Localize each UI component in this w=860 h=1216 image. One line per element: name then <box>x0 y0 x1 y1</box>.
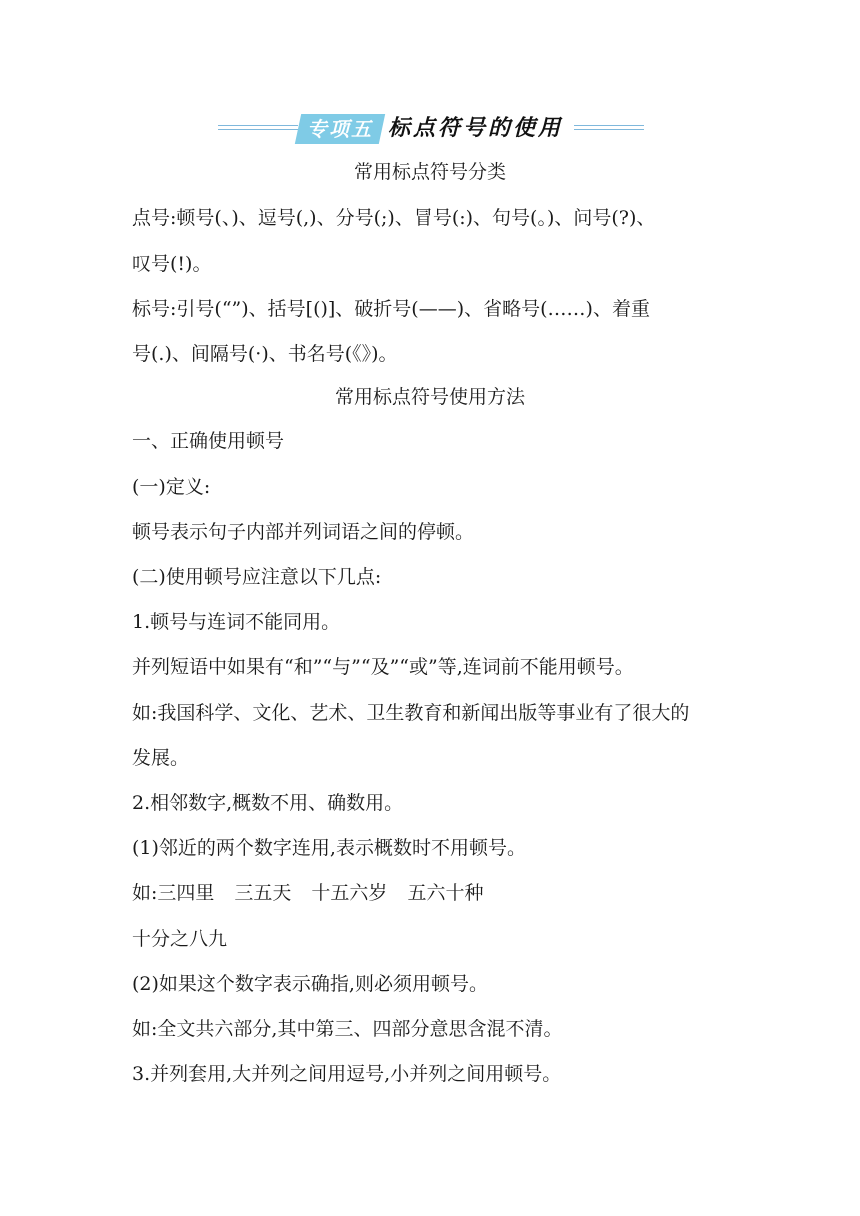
section-header <box>0 108 860 148</box>
point-3: 3.并列套用,大并列之间用逗号,小并列之间用顿号。 <box>132 1063 562 1085</box>
usage-title: 常用标点符号使用方法 <box>334 386 525 408</box>
header-decoration-left <box>218 125 298 131</box>
header-tag: 专项五 <box>307 117 373 141</box>
example-item: 十五六岁 <box>311 882 388 904</box>
biao-hao-line-2: 号(.)、间隔号(·)、书名号(《》)。 <box>132 343 398 365</box>
point-2-1: (1)邻近的两个数字连用,表示概数时不用顿号。 <box>132 837 526 859</box>
header-decoration-right <box>574 125 644 131</box>
subheading-notes: (二)使用顿号应注意以下几点: <box>132 566 382 588</box>
dian-hao-line-1: 点号:顿号(、)、逗号(,)、分号(;)、冒号(:)、句号(。)、问号(?)、 <box>132 207 656 229</box>
example-item: 三五天 <box>234 882 292 904</box>
point-2-2-example: 如:全文共六部分,其中第三、四部分意思含混不清。 <box>132 1018 563 1040</box>
header-title: 标点符号的使用 <box>388 116 564 141</box>
biao-hao-line-1: 标号:引号(“”)、括号[()]、破折号(——)、省略号(……)、着重 <box>132 298 650 320</box>
example-item: 五六十种 <box>407 882 484 904</box>
point-1-example-line-1: 如:我国科学、文化、艺术、卫生教育和新闻出版等事业有了很大的 <box>132 702 690 724</box>
dian-hao-line-2: 叹号(!)。 <box>132 253 212 275</box>
point-1-description: 并列短语中如果有“和”“与”“及”“或”等,连词前不能用顿号。 <box>132 656 634 678</box>
subheading-definition: (一)定义: <box>132 476 211 498</box>
definition-text: 顿号表示句子内部并列词语之间的停顿。 <box>132 521 475 543</box>
point-2-1-example-2: 十分之八九 <box>132 928 228 950</box>
classification-title: 常用标点符号分类 <box>353 161 506 183</box>
example-item: 如:三四里 <box>132 882 215 904</box>
point-2-1-example <box>132 880 483 906</box>
heading-dunhao: 一、正确使用顿号 <box>132 430 285 452</box>
point-2: 2.相邻数字,概数不用、确数用。 <box>132 792 404 814</box>
point-1-example-line-2: 发展。 <box>132 747 190 769</box>
point-1: 1.顿号与连词不能同用。 <box>132 611 341 633</box>
point-2-2: (2)如果这个数字表示确指,则必须用顿号。 <box>132 973 488 995</box>
